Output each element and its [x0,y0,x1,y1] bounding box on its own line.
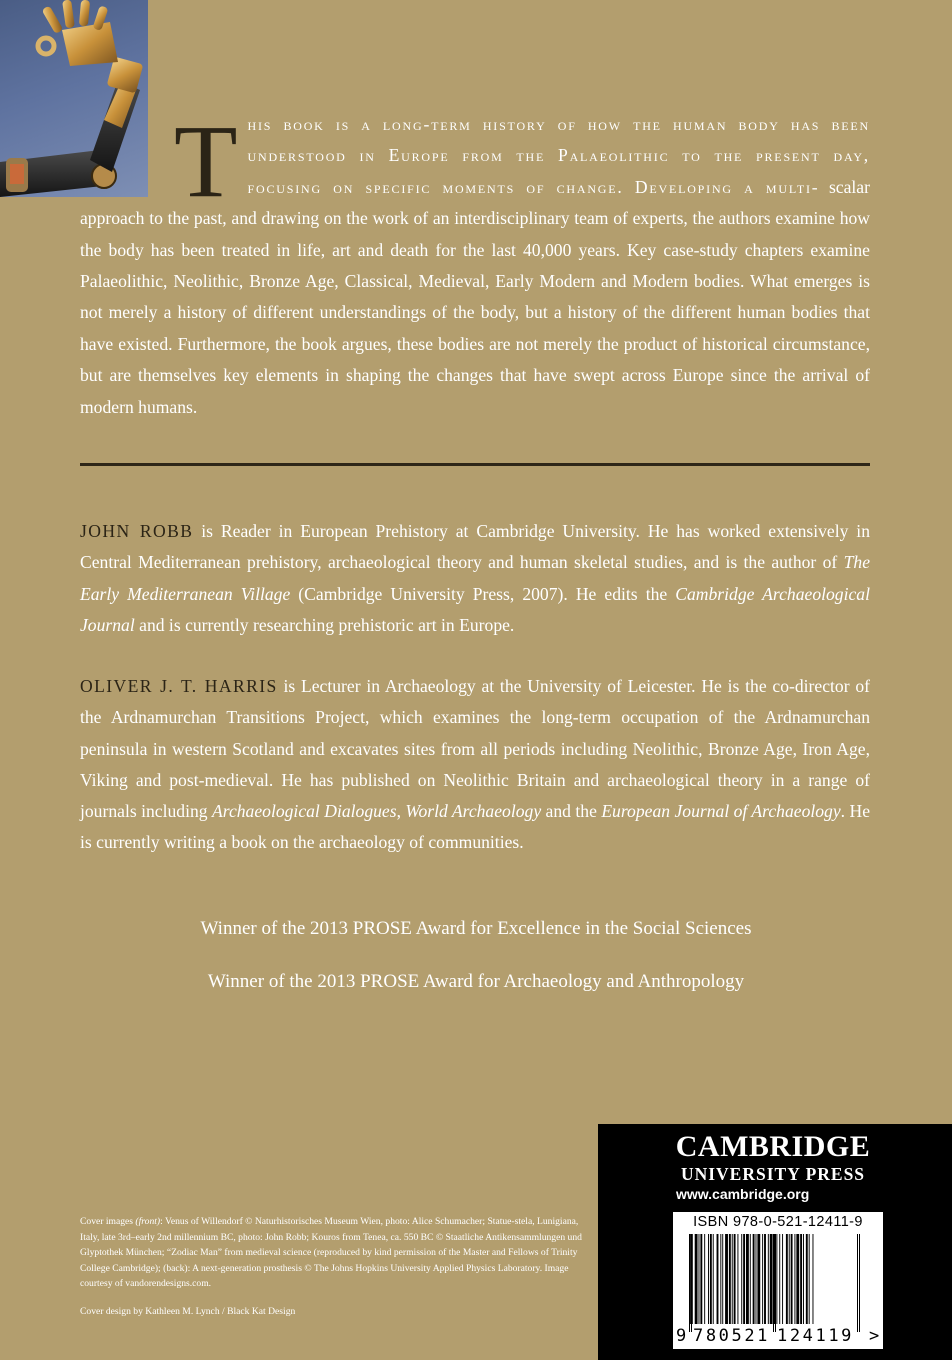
cover-design-credit: Cover design by Kathleen M. Lynch / Black Kat Design [80,1306,296,1317]
barcode-guard-bar [857,1234,858,1332]
barcode-bar [756,1234,757,1324]
barcode-bar [779,1234,780,1324]
barcode-bar [782,1234,783,1324]
barcode-bar [768,1234,769,1324]
barcode-bar [770,1234,773,1324]
description-body: scalar approach to the past, and drawing on the work of an interdisciplinary team of experts, the authors examine how the body has been treated in life, art and death for the last 40,000 years. Key case-study chapters examine Palaeolithic, Neolithic, Bronze Age, Classical, Medieval, Early Modern and Modern bodies. What emerges is not merely a history of different understandings of the body, but a history of the different human bodies that have existed. Furthermore, the book argues, these bodies are not merely the product of historical circumstance, but are themselves key elements in shaping the changes that have swept across Europe since the arrival of modern humans. [80,176,870,417]
barcode-bar [753,1234,755,1324]
bio-text: , [396,801,406,822]
barcode-left-digits: 780521 [693,1326,771,1346]
barcode-bar [720,1234,721,1324]
bio-text: is Lecturer in Archaeology at the University of Leicester. He is the co-director of the Ardnamurchan Transitions Project, which examines the long-term occupation of the Ardnamurchan peninsula in western Scotland and excavates sites from all periods including Neolithic, Bronze Age, Iron Age, Viking and post-medieval. He has published on Neolithic Britain and archaeological theory in a range of journals including [80,676,870,822]
barcode-bar [813,1234,814,1324]
barcode-bar [743,1234,745,1324]
barcode-bar [700,1234,702,1324]
barcode-digits [673,1326,883,1348]
cover-image-credits [80,1214,585,1292]
barcode-bar [713,1234,714,1324]
publisher-name: CAMBRIDGE [675,1130,871,1163]
barcode-bar [809,1234,810,1324]
bio-text: and the [541,801,602,822]
bio-text: is Reader in European Prehistory at Cambridge University. He has worked extensively in Central Mediterranean prehistory, archaeological theory and human skeletal studies, and is the author of [80,521,870,573]
barcode-bar [695,1234,698,1324]
award-line-2: Winner of the 2013 PROSE Award for Archaeology and Anthropology [207,971,745,992]
barcode-bar [757,1234,760,1324]
journal-title: European Journal of Archaeology [601,801,841,822]
barcode-bar [746,1234,749,1324]
barcode-bar [734,1234,736,1324]
barcode-guard-bar [689,1234,690,1332]
author-name-robb: JOHN ROBB [80,521,194,541]
bio-text: . He is currently writing a book on the archaeology of communities. [80,801,871,853]
credits-front-label: (front) [135,1216,161,1227]
award-line-1: Winner of the 2013 PROSE Award for Excellence in the Social Sciences [200,918,752,939]
barcode-bars [673,1212,883,1332]
credits-label: Cover images [80,1216,136,1227]
barcode-bar [708,1234,709,1324]
book-title: The Early Mediterranean Village [80,552,870,604]
book-description [80,104,870,423]
barcode-bar [737,1234,738,1324]
barcode-bar [794,1234,795,1324]
barcode-guard-bar [775,1234,776,1332]
author-name-harris: OLIVER J. T. HARRIS [80,676,278,696]
barcode-guard-bar [773,1234,774,1332]
barcode-bar [796,1234,799,1324]
barcode-first-digit: 9 [676,1326,687,1346]
barcode-guard-bar [859,1234,860,1332]
bio-text: and is currently researching prehistoric art in Europe. [134,614,515,635]
barcode [673,1212,883,1349]
bio-text: (Cambridge University Press, 2007). He edits the [290,583,676,604]
barcode-bar [803,1234,804,1324]
barcode-bar [800,1234,802,1324]
barcode-bar [722,1234,723,1324]
barcode-bar [786,1234,788,1324]
barcode-guard-bar [691,1234,692,1332]
barcode-bar [725,1234,728,1324]
barcode-bar [776,1234,777,1324]
barcode-bar [764,1234,766,1324]
publisher-panel [598,1124,952,1360]
barcode-bar [699,1234,700,1324]
barcode-bar [717,1234,719,1324]
author-bio-harris [80,671,870,859]
barcode-bar [789,1234,790,1324]
barcode-right-digits: 124119 [777,1326,855,1346]
isbn-text: ISBN 978-0-521-12411-9 [693,1214,863,1230]
author-bio-robb [80,516,870,641]
barcode-bar [732,1234,733,1324]
journal-title: Archaeological Dialogues [212,801,397,822]
section-divider [80,463,870,466]
barcode-bar [791,1234,793,1324]
publisher-subtitle: UNIVERSITY PRESS [680,1164,866,1184]
publisher-url: www.cambridge.org [676,1186,810,1202]
journal-title: World Archaeology [405,801,542,822]
barcode-bar [741,1234,742,1324]
description-lead: his book is a long-term history of how the human body has been understood in Europe from the Palaeolithic to the present day, focusing on specific moments of change. Developing a multi- [247,114,870,197]
barcode-bar [710,1234,712,1324]
credits-text: : Venus of Willendorf © Naturhistorisches Museum Wien, photo: Alice Schumacher; Statue-stela, Lunigiana, Italy, late 3rd–early 2nd millennium BC, photo: John Robb; Kouros from Tenea, ca. 550 BC © Staatliche Antikensammlungen und Glyptothek München; “Zodiac Man” from medieval science (reproduced by kind permission of the Master and Fellows of Trinity College Cambridge); (back): A next-generation prosthesis © The Johns Hopkins University Applied Physics Laboratory. Image courtesy of vandorendesigns.com. [80,1216,582,1290]
barcode-bar [729,1234,731,1324]
drop-cap: T [174,104,238,219]
barcode-arrow: > [869,1326,880,1346]
barcode-bar [704,1234,705,1324]
barcode-bar [762,1234,763,1324]
barcode-bar [806,1234,808,1324]
barcode-bar [750,1234,751,1324]
journal-title: Cambridge Archaeological Journal [80,583,870,635]
